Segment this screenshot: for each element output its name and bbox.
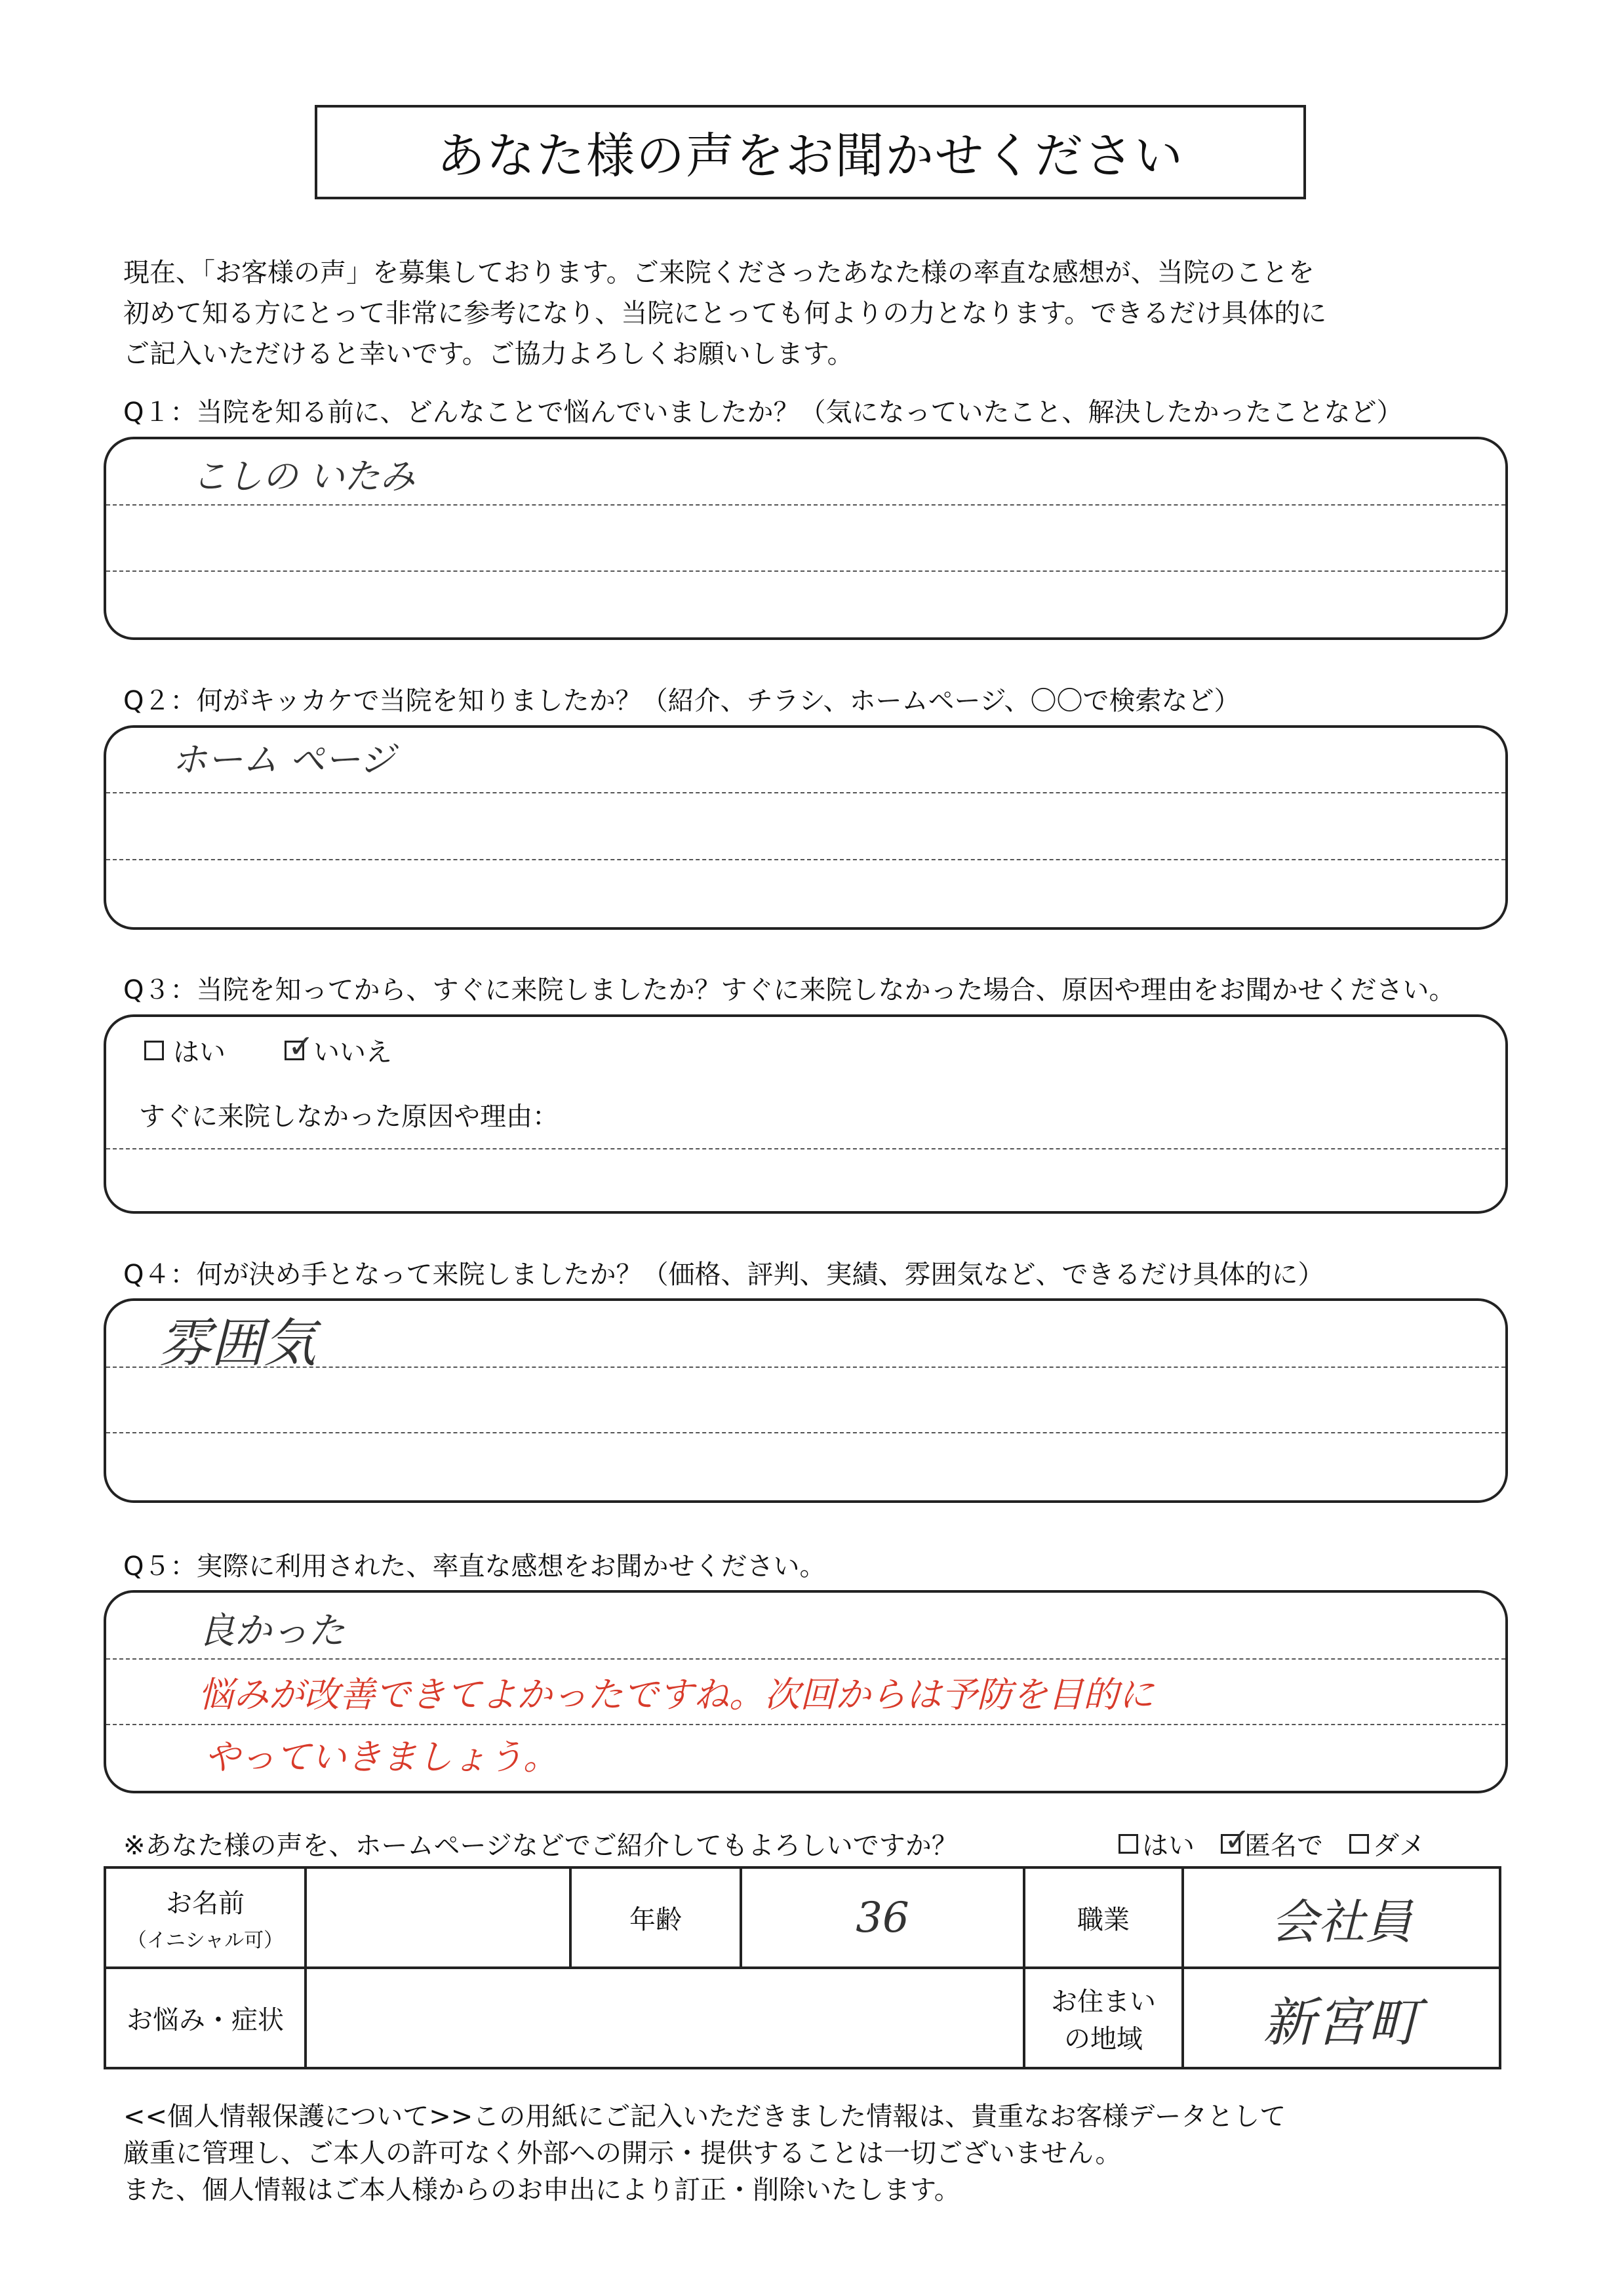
area-value: 新宮町	[1263, 1992, 1420, 2053]
q5-reply-line-1: 悩みが改善できてよかったですね。次回からは予防を目的に	[198, 1674, 1154, 1715]
q1-answer-box[interactable]	[104, 437, 1508, 640]
q5-answer-box[interactable]	[104, 1590, 1508, 1793]
q1-label: Q１：当院を知る前に、どんなことで悩んでいましたか？（気になっていたこと、解決したかったことなど）	[123, 397, 1403, 428]
consent-options	[1119, 1825, 1425, 1862]
q3-label: Q３：当院を知ってから、すぐに来院しましたか？すぐに来院しなかった場合、原因や理由をお聞かせください。	[123, 975, 1456, 1005]
consent-question: ※あなた様の声を、ホームページなどでご紹介してもよろしいですか？	[123, 1831, 958, 1861]
job-value: 会社員	[1270, 1894, 1412, 1949]
job-label: 職業	[1024, 1867, 1183, 1968]
checkbox-icon	[144, 1041, 164, 1060]
consent-option-anonymous-label: 匿名で	[1244, 1831, 1323, 1861]
privacy-line: また、個人情報はご本人様からのお申出により訂正・削除いたします。	[123, 2175, 961, 2205]
job-value-cell[interactable]	[1183, 1867, 1500, 1968]
privacy-line: <<個人情報保護について>>この用紙にご記入いただきました情報は、貴重なお客様データとして	[123, 2102, 1286, 2132]
consent-option-no-label: ダメ	[1373, 1831, 1425, 1861]
privacy-notice	[123, 2098, 1533, 2208]
name-label: お名前	[166, 1888, 245, 1919]
q3-reason-label: すぐに来院しなかった原因や理由：	[139, 1102, 559, 1132]
checked-checkbox-icon	[285, 1041, 304, 1060]
q3-options	[144, 1031, 392, 1069]
consent-option-yes-label: はい	[1142, 1831, 1195, 1861]
q3-option-no[interactable]	[285, 1031, 392, 1069]
name-note: （イニシャル可）	[127, 1929, 284, 1952]
intro-text	[123, 252, 1513, 374]
age-value: 36	[856, 1893, 909, 1942]
checkbox-icon	[1349, 1834, 1369, 1854]
checked-checkbox-icon	[1221, 1834, 1240, 1854]
name-value[interactable]	[306, 1867, 570, 1968]
consent-option-yes[interactable]	[1119, 1825, 1195, 1862]
name-label-cell	[105, 1867, 306, 1968]
q4-answer: 雰囲気	[159, 1313, 316, 1374]
intro-line: 現在、「お客様の声」を募集しております。ご来院くださったあなた様の率直な感想が、当院のことを	[123, 258, 1315, 288]
q5-answer: 良かった	[198, 1610, 345, 1652]
symptom-value[interactable]	[306, 1968, 1024, 2068]
q5-label: Q５：実際に利用された、率直な感想をお聞かせください。	[123, 1551, 826, 1582]
info-table	[104, 1866, 1501, 2069]
consent-option-anonymous[interactable]	[1221, 1825, 1323, 1862]
symptom-label: お悩み・症状	[105, 1968, 306, 2068]
intro-line: 初めて知る方にとって非常に参考になり、当院にとっても何よりの力となります。できるだけ具体的に	[123, 298, 1327, 329]
q1-answer: こしの いたみ	[191, 456, 416, 497]
intro-line: ご記入いただけると幸いです。ご協力よろしくお願いします。	[123, 339, 854, 369]
q2-answer-box[interactable]	[104, 725, 1508, 930]
q2-answer: ホーム ページ	[172, 739, 395, 780]
q4-label: Q４：何が決め手となって来院しましたか？（価格、評判、実績、雰囲気など、できるだけ具体的に）	[123, 1260, 1324, 1290]
q4-answer-box[interactable]	[104, 1298, 1508, 1503]
q3-option-no-label: いいえ	[313, 1037, 392, 1068]
q5-reply-line-2: やっていきましょう。	[205, 1736, 559, 1778]
area-label-line-2: の地域	[1064, 2024, 1143, 2054]
q3-answer-box[interactable]	[104, 1014, 1508, 1214]
checkbox-icon	[1119, 1834, 1138, 1854]
q2-label: Q２：何がキッカケで当院を知りましたか？（紹介、チラシ、ホームページ、〇〇で検索など）	[123, 686, 1240, 716]
privacy-line: 厳重に管理し、ご本人の許可なく外部への開示・提供することは一切ございません。	[123, 2138, 1122, 2168]
area-label-cell	[1024, 1968, 1183, 2068]
page-title: あなた様の声をお聞かせください	[315, 105, 1306, 199]
area-value-cell[interactable]	[1183, 1968, 1500, 2068]
q3-option-yes[interactable]	[144, 1031, 226, 1069]
consent-option-no[interactable]	[1349, 1825, 1425, 1862]
area-label-line-1: お住まい	[1051, 1986, 1156, 2017]
age-value-cell[interactable]	[741, 1867, 1024, 1968]
q3-option-yes-label: はい	[173, 1037, 226, 1068]
age-label: 年齢	[570, 1867, 741, 1968]
